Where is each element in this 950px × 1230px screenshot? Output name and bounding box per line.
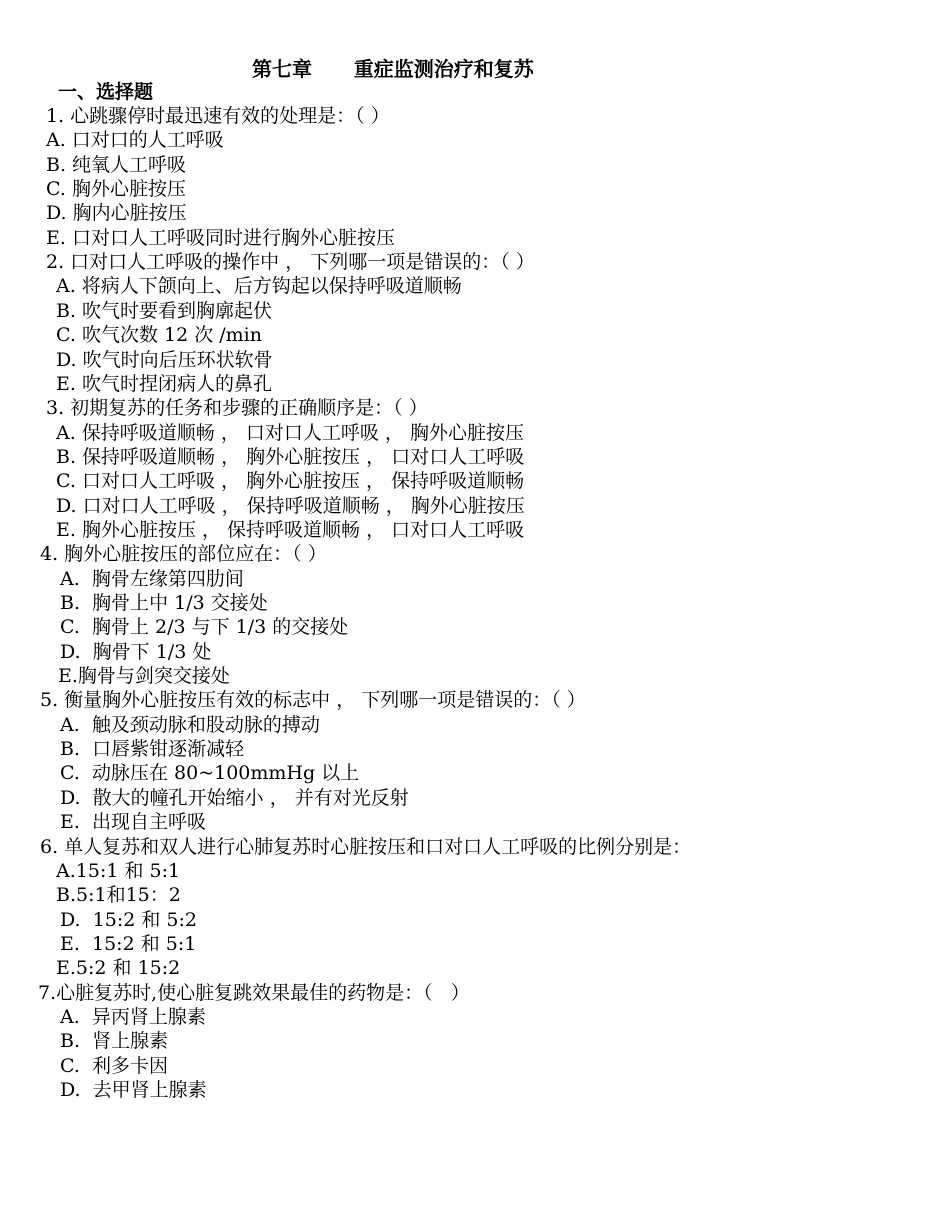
option-text: C. 胸外心脏按压 [46,178,186,201]
question-text: 4. 胸外心脏按压的部位应在：（ ） [40,543,327,566]
option-text: A. 胸骨左缘第四肋间 [60,567,244,590]
option-text: A. 触及颈动脉和股动脉的搏动 [60,713,320,736]
option-text: A.15:1 和 5:1 [56,859,181,882]
option-text: B. 吹气时要看到胸廓起伏 [56,299,273,322]
question-text: 2. 口对口人工呼吸的操作中 ， 下列哪一项是错误的：（ ） [46,251,535,274]
question-text: 7.心脏复苏时,使心脏复跳效果最佳的药物是：（ ） [38,981,470,1004]
option-text: E.胸骨与剑突交接处 [58,665,230,688]
option-text: D. 去甲肾上腺素 [60,1079,207,1101]
option-text: E.5:2 和 15:2 [56,957,181,980]
option-text: A. 异丙肾上腺素 [60,1005,206,1028]
option-text: D. 胸骨下 1/3 处 [60,640,212,663]
option-text: D. 15:2 和 5:2 [60,908,197,931]
option-text: D. 口对口人工呼吸 ， 保持呼吸道顺畅 ， 胸外心脏按压 [56,494,525,517]
option-text: B. 口唇紫钳逐渐减轻 [60,738,245,761]
option-text: B. 胸骨上中 1/3 交接处 [60,592,268,614]
option-text: E. 胸外心脏按压 ， 保持呼吸道顺畅 ， 口对口人工呼吸 [56,518,525,541]
option-text: D. 吹气时向后压环状软骨 [56,348,273,371]
option-text: C. 吹气次数 12 次 /min [56,324,262,347]
option-text: C. 胸骨上 2/3 与下 1/3 的交接处 [60,616,349,639]
option-text: D. 胸内心脏按压 [46,202,187,225]
option-text: B. 纯氧人工呼吸 [46,153,187,176]
question-text: 1. 心跳骤停时最迅速有效的处理是：（ ） [46,105,390,127]
option-text: C. 口对口人工呼吸 ， 胸外心脏按压 ， 保持呼吸道顺畅 [56,470,525,493]
option-text: B. 保持呼吸道顺畅 ， 胸外心脏按压 ， 口对口人工呼吸 [56,445,525,468]
question-text: 3. 初期复苏的任务和步骤的正确顺序是：（ ） [46,397,428,420]
question-text: 6. 单人复苏和双人进行心肺复苏时心脏按压和口对口人工呼吸的比例分别是： [40,835,692,858]
section-heading: 一、选择题 [58,81,154,103]
option-text: E. 出现自主呼吸 [60,811,206,834]
option-text: A. 保持呼吸道顺畅 ， 口对口人工呼吸 ， 胸外心脏按压 [56,421,524,444]
option-text: E. 15:2 和 5:1 [60,932,197,955]
option-text: C. 利多卡因 [60,1054,168,1077]
option-text: A. 将病人下颌向上、后方钩起以保持呼吸道顺畅 [56,275,462,298]
option-text: B. 肾上腺素 [60,1030,169,1053]
option-text: E. 吹气时捏闭病人的鼻孔 [56,372,272,395]
chapter-title: 第七章 重症监测治疗和复苏 [252,57,534,81]
option-text: D. 散大的幢孔开始缩小 ， 并有对光反射 [60,786,409,809]
option-text: B.5:1和15：2 [56,884,181,907]
question-text: 5. 衡量胸外心脏按压有效的标志中 ， 下列哪一项是错误的：（ ） [40,689,586,712]
option-text: C. 动脉压在 80~100mmHg 以上 [60,762,360,785]
option-text: A. 口对口的人工呼吸 [46,129,224,152]
option-text: E. 口对口人工呼吸同时进行胸外心脏按压 [46,226,395,249]
